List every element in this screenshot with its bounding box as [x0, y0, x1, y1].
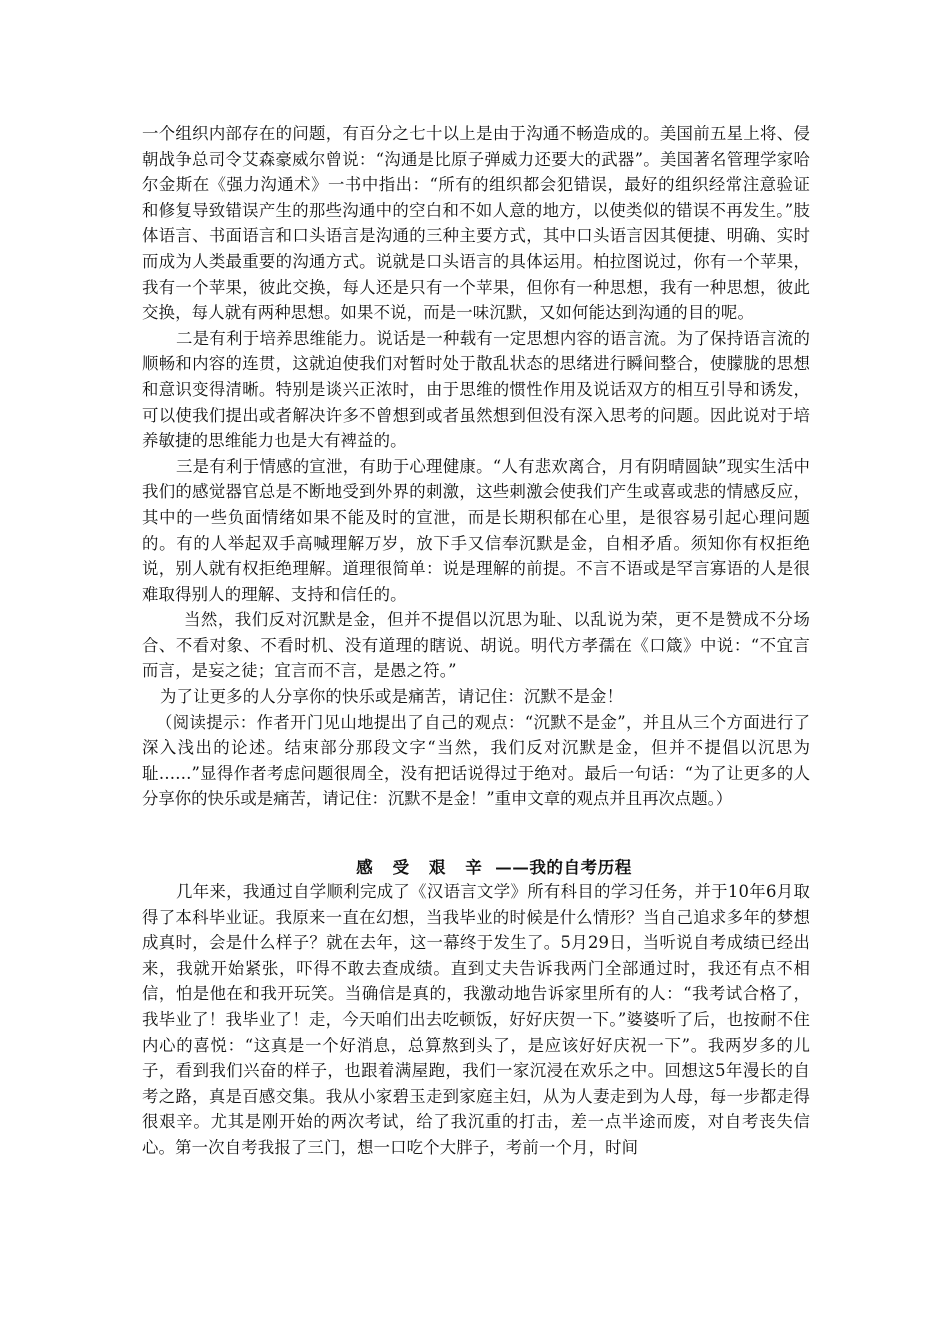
- article1-paragraph-3: 三是有利于情感的宣泄，有助于心理健康。“人有悲欢离合，月有阴晴圆缺”现实生活中我们的感觉器官总是不断地受到外界的刺激，这些刺激会使我们产生或喜或悲的情感反应，其中的一些负面情绪如果不能及时的宣泄，而是长期积郁在心里，是很容易引起心理问题的。有的人举起双手高喊理解万岁，放下手又信奉沉默是金，自相矛盾。须知你有权拒绝说，别人就有权拒绝理解。道理很简单：说是理解的前提。不言不语或是罕言寡语的人是很难取得别人的理解、支持和信任的。: [142, 456, 810, 604]
- article1-paragraph-1: 一个组织内部存在的问题，有百分之七十以上是由于沟通不畅造成的。美国前五星上将、侵朝战争总司令艾森豪威尔曾说：“沟通是比原子弹威力还要大的武器”。美国著名管理学家哈尔金斯在《强力沟通术》一书中指出：“所有的组织都会犯错误，最好的组织经常注意验证和修复导致错误产生的那些沟通中的空白和不如人意的地方，以使类似的错误不再发生。”肢体语言、书面语言和口头语言是沟通的三种主要方式，其中口头语言因其便捷、明确、实时而成为人类最重要的沟通方式。说就是口头语言的具体运用。柏拉图说过，你有一个苹果，我有一个苹果，彼此交换，每人还是只有一个苹果，但你有一种思想，我有一种思想，彼此交换，每人就有两种思想。如果不说，而是一味沉默，又如何能达到沟通的目的呢。: [142, 124, 810, 323]
- article2-paragraph-1: 几年来，我通过自学顺利完成了《汉语言文学》所有科目的学习任务，并于10年6月取得了本科毕业证。我原来一直在幻想，当我毕业的时候是什么情形？当自己追求多年的梦想成真时，会是什么样子？就在去年，这一幕终于发生了。5月29日，当听说自考成绩已经出来，我就开始紧张，吓得不敢去查成绩。直到丈夫告诉我两门全部通过时，我还有点不相信，怕是他在和我开玩笑。当确信是真的，我激动地告诉家里所有的人：“我考试合格了，我毕业了！我毕业了！走，今天咱们出去吃顿饭，好好庆贺一下。”婆婆听了后，也按耐不住内心的喜悦：“这真是一个好消息，总算熬到头了，是应该好好庆祝一下”。我两岁多的儿子，看到我们兴奋的样子，也跟着满屋跑，我们一家沉浸在欢乐之中。回想这5年漫长的自考之路，真是百感交集。我从小家碧玉走到家庭主妇，从为人妻走到为人母，每一步都走得很艰辛。尤其是刚开始的两次考试，给了我沉重的打击，差一点半途而废，对自考丧失信心。第一次自考我报了三门，想一口吃个大胖子，考前一个月，时间: [142, 882, 810, 1157]
- reading-hint: （阅读提示：作者开门见山地提出了自己的观点：“沉默不是金”，并且从三个方面进行了深入浅出的论述。结束部分那段文字“当然，我们反对沉默是金，但并不提倡以沉思为耻……”显得作者考虑问题很周全，没有把话说得过于绝对。最后一句话：“为了让更多的人分享你的快乐或是痛苦，请记住：沉默不是金！”重申文章的观点并且再次点题。）: [142, 712, 810, 809]
- document-page: [142, 121, 810, 1161]
- article1-paragraph-4: 当然，我们反对沉默是金，但并不提倡以沉思为耻、以乱说为荣，更不是赞成不分场合、不看对象、不看时机、没有道理的瞎说、胡说。明代方孝孺在《口箴》中说：“不宜言而言，是妄之徒；宜言而不言，是愚之符。”: [142, 610, 810, 681]
- article1-paragraph-2: 二是有利于培养思维能力。说话是一种载有一定思想内容的语言流。为了保持语言流的顺畅和内容的连贯，这就迫使我们对暂时处于散乱状态的思绪进行瞬间整合，使朦胧的思想和意识变得清晰。特别是谈兴正浓时，由于思维的惯性作用及说话双方的相互引导和诱发，可以使我们提出或者解决许多不曾想到或者虽然想到但没有深入思考的问题。因此说对于培养敏捷的思维能力也是大有裨益的。: [142, 328, 810, 451]
- article2-title: [142, 855, 810, 879]
- article1-conclusion: 为了让更多的人分享你的快乐或是痛苦，请记住：沉默不是金！: [160, 687, 624, 707]
- article2-title-main: 感 受 艰 辛: [356, 857, 489, 878]
- article2-title-sub: ——我的自考历程: [495, 857, 632, 878]
- section-gap: [142, 812, 810, 855]
